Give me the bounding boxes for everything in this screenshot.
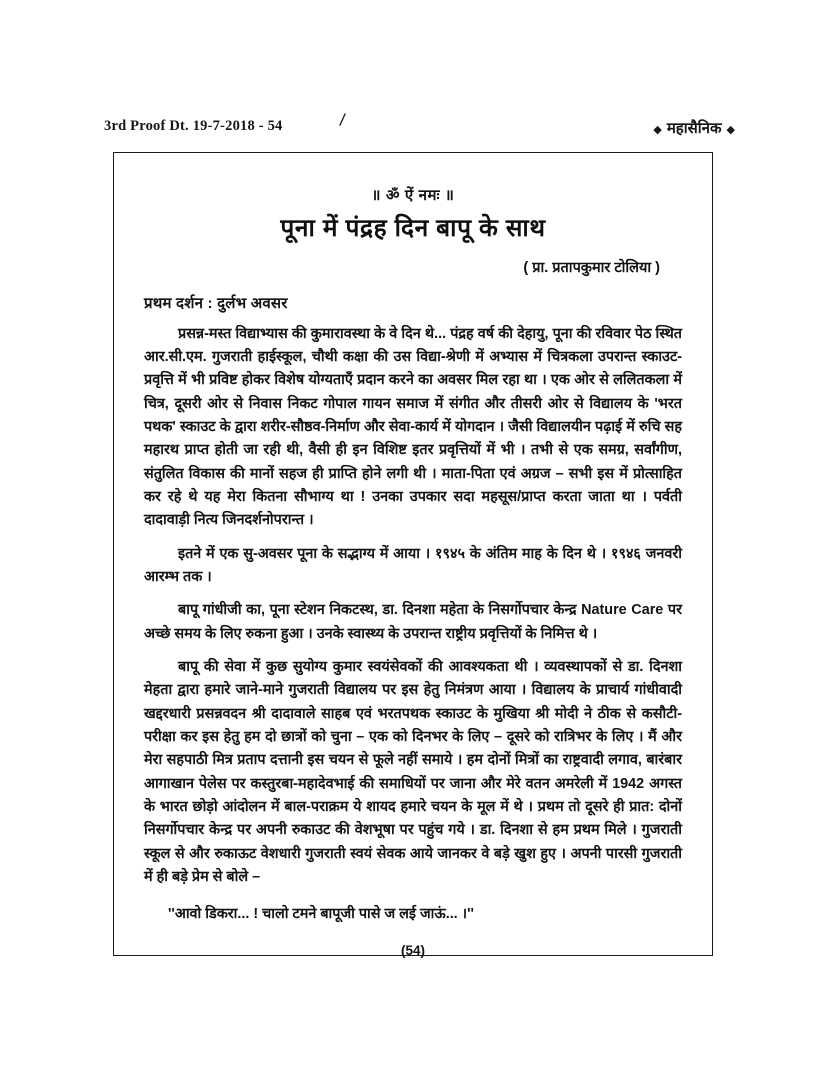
author-byline: ( प्रा. प्रतापकुमार टोलिया ) [523, 259, 660, 276]
proof-stamp: 3rd Proof Dt. 19-7-2018 - 54 [104, 118, 283, 134]
magazine-name-text: महासैनिक [666, 120, 722, 137]
page-title: पूना में पंद्रह दिन बापू के साथ [280, 215, 546, 242]
magazine-title [648, 118, 740, 138]
article-body [114, 153, 712, 958]
invocation-line: ॥ ॐ ऐं नमः ॥ [371, 187, 455, 204]
page-number: (54) [400, 942, 425, 958]
ornament-left-icon: ◆ [653, 123, 662, 136]
paragraph: प्रसन्न-मस्त विद्याभ्यास की कुमारावस्था के वे दिन थे... पंद्रह वर्ष की देहायु, पूना की रविवार पेठ स्थित आर.सी.एम. गुजराती हाईस्कूल, चौथी कक्षा की उस विद्या-श्रेणी में अभ्यास में चित्रकला उपरान्त स्काउट-प्रवृत्ति में भी प्रविष्ट होकर विशेष योग्यताएँ प्रदान करने का अवसर मिल रहा था । एक ओर से ललितकला में चित्र, दूसरी ओर से निवास निकट गोपाल गायन समाज में संगीत और तीसरी ओर से विद्यालय के 'भरत पथक' स्काउट के द्वारा शरीर-सौष्ठव-निर्माण और सेवा-कार्य में योगदान । जैसी विद्यालयीन पढ़ाई में रुचि सह महारथ प्राप्त होती जा रही थी, वैसी ही इन विशिष्ट इतर प्रवृत्तियों में भी । तभी से एक समग्र, सर्वांगीण, संतुलित विकास की मानों सहज ही प्राप्ति होने लगी थी । माता-पिता एवं अग्रज – सभी इस में प्रोत्साहित कर रहे थे यह मेरा कितना सौभाग्य था ! उनका उपकार सदा महसूस/प्राप्त करता जाता था । पर्वती दादावाड़ी नित्य जिनदर्शनोपरान्त । [144, 325, 682, 529]
ornament-right-icon: ◆ [726, 123, 735, 136]
paragraph-quote: ''आवो डिकरा... ! चालो टमने बापूजी पासे ज लई जाऊं... ।'' [168, 906, 474, 923]
paragraph: बापू की सेवा में कुछ सुयोग्य कुमार स्वयंसेवकों की आवश्यकता थी । व्यवस्थापकों से डा. दिनशा मेहता द्वारा हमारे जाने-माने गुजराती विद्यालय पर इस हेतु निमंत्रण आया । विद्यालय के प्राचार्य गांधीवादी खद्दरधारी प्रसन्नवदन श्री दादावाले साहब एवं भरतपथक स्काउट के मुखिया श्री मोदी ने ठीक से कसौटी-परीक्षा कर इस हेतु हम दो छात्रों को चुना – एक को दिनभर के लिए – दूसरे को रात्रिभर के लिए । मैं और मेरा सहपाठी मित्र प्रताप दत्तानी इस चयन से फूले नहीं समाये । हम दोनों मित्रों का राष्ट्रवादी लगाव, बारंबार आगाखान पेलेस पर कस्तुरबा-महादेवभाई की समाधियों पर जाना और मेरे वतन अमरेली में 1942 अगस्त के भारत छोड़ो आंदोलन में बाल-पराक्रम ये शायद हमारे चयन के मूल में थे । प्रथम तो दूसरे ही प्रात: दोनों निसर्गोपचार केन्द्र पर अपनी रुकाउट की वेशभूषा पर पहुंच गये । डा. दिनशा से हम प्रथम मिले । गुजराती स्कूल से और रुकाऊट वेशधारी गुजराती स्वयं सेवक आये जानकर वे बड़े खुश हुए । अपनी पारसी गुजराती में ही बड़े प्रेम से बोले – [144, 658, 682, 885]
section-heading: प्रथम दर्शन : दुर्लभ अवसर [144, 294, 288, 312]
article-frame [113, 152, 713, 956]
paragraph: बापू गांधीजी का, पूना स्टेशन निकटस्थ, डा. दिनशा महेता के निसर्गोपचार केन्द्र Nature Care पर अच्छे समय के लिए रुकना हुआ । उनके स्वास्थ्य के उपरान्त राष्ट्रीय प्रवृत्तियों के निमित्त थे । [144, 602, 682, 642]
check-mark-icon [338, 112, 354, 128]
paragraph: इतने में एक सु-अवसर पूना के सद्भाग्य में आया । १९४५ के अंतिम माह के दिन थे । १९४६ जनवरी आरम्भ तक । [144, 545, 682, 585]
page-header [0, 118, 828, 140]
